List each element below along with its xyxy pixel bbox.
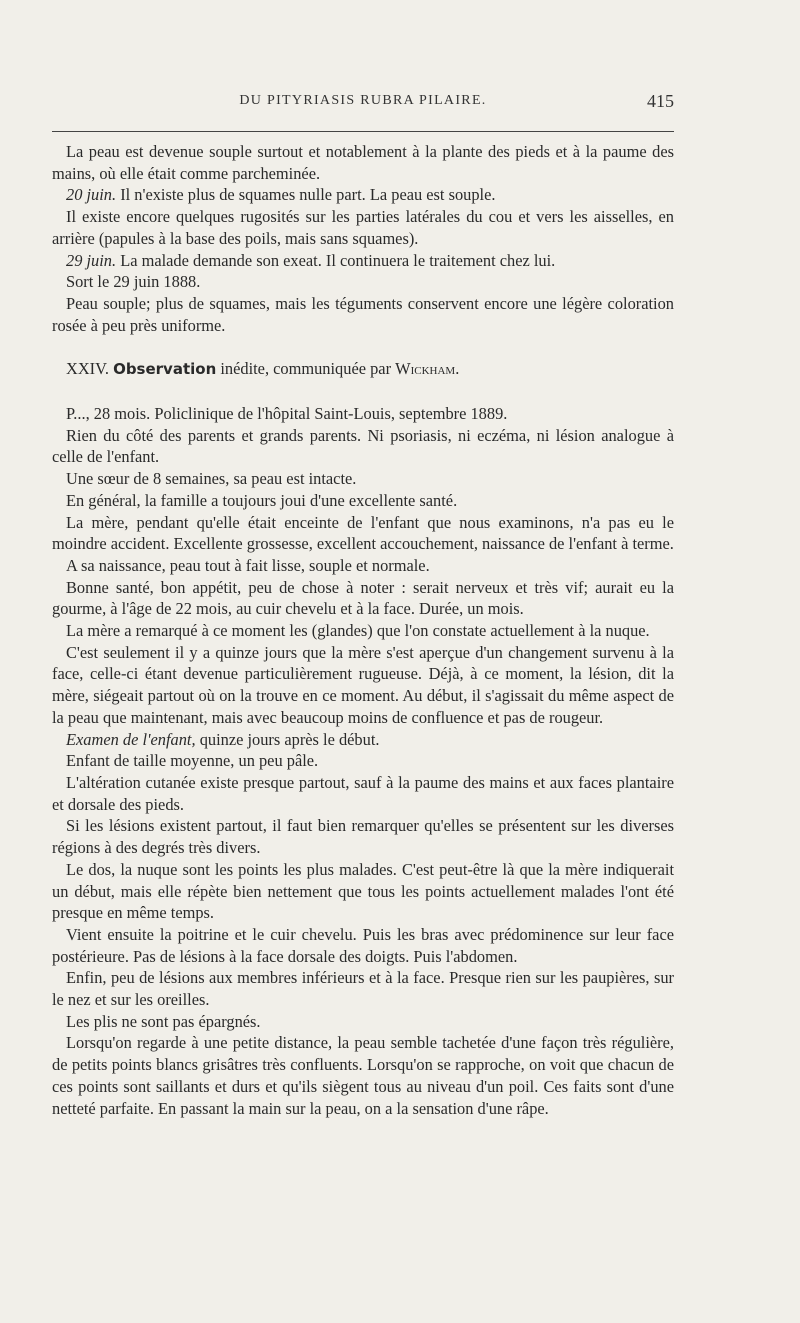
section-author: Wickham — [395, 359, 456, 379]
paragraph: Sort le 29 juin 1888. — [66, 272, 201, 292]
section-heading — [52, 358, 674, 381]
entry-date: 20 juin. — [66, 185, 117, 205]
paragraph: C'est seulement il y a quinze jours que la mère s'est aperçue d'un changement survenu à la face, celle-ci étant devenue particulièrement rugueuse. Déjà, à ce moment, la lésion, dit la mère, siégeait partout où on la trouve en ce moment. Au début, il s'agissait du même aspect de la peau que maintenant, mais avec beaucoup moins de confluence et pas de rougeur. — [52, 642, 674, 727]
page-number: 415 — [647, 91, 674, 111]
section-number: XXIV. — [66, 359, 114, 379]
paragraph-text: quinze jours après le début. — [195, 729, 380, 749]
paragraph: Vient ensuite la poitrine et le cuir chevelu. Puis les bras avec prédominence sur leur face postérieure. Pas de lésions à la face dorsale des doigts. Puis l'abdomen. — [52, 924, 674, 966]
exam-heading: Examen de l'enfant, — [66, 729, 196, 749]
paragraph: Les plis ne sont pas épargnés. — [66, 1011, 261, 1031]
section-heading-bold: Observation — [113, 360, 217, 379]
paragraph: Enfin, peu de lésions aux membres inférieurs et à la face. Presque rien sur les paupières, sur le nez et sur les oreilles. — [52, 968, 674, 1010]
paragraph: La peau est devenue souple surtout et notablement à la plante des pieds et à la paume des mains, où elle était comme parcheminée. — [52, 142, 674, 183]
paragraph: En général, la famille a toujours joui d'une excellente santé. — [66, 490, 458, 510]
paragraph — [52, 184, 674, 206]
paragraph: Si les lésions existent partout, il faut bien remarquer qu'elles se présentent sur les diverses régions à des degrés très divers. — [52, 816, 674, 858]
paragraph — [52, 250, 674, 272]
paragraph: Rien du côté des parents et grands parents. Ni psoriasis, ni eczéma, ni lésion analogue à celle de l'enfant. — [52, 425, 674, 467]
paragraph: Lorsqu'on regarde à une petite distance, la peau semble tachetée d'une façon très régulière, de petits points blancs grisâtres très confluents. Lorsqu'on se rapproche, on voit que chacun de ces points sont saillants et durs et qu'ils siègent tous au niveau d'un poil. Ces faits sont d'une netteté parfaite. En passant la main sur la peau, on a la sensation d'une râpe. — [52, 1033, 674, 1118]
paragraph: Bonne santé, bon appétit, peu de chose à noter : serait nerveux et très vif; aurait eu la gourme, à l'âge de 22 mois, au cuir chevelu et à la face. Durée, un mois. — [52, 577, 674, 619]
page-header — [52, 93, 674, 115]
section-heading-end: . — [455, 359, 460, 379]
paragraph: L'altération cutanée existe presque partout, sauf à la paume des mains et aux faces plantaire et dorsale des pieds. — [52, 772, 674, 814]
paragraph: La mère a remarqué à ce moment les (glandes) que l'on constate actuellement à la nuque. — [66, 621, 650, 641]
paragraph: La mère, pendant qu'elle était enceinte de l'enfant que nous examinons, n'a pas eu le moindre accident. Excellente grossesse, excellent accouchement, naissance de l'enfant à terme. — [52, 512, 674, 554]
paragraph — [52, 729, 674, 751]
paragraph: A sa naissance, peau tout à fait lisse, souple et normale. — [66, 555, 430, 575]
header-rule — [52, 131, 674, 132]
entry-date: 29 juin. — [66, 250, 117, 270]
paragraph: Il existe encore quelques rugosités sur les parties latérales du cou et vers les aisselles, en arrière (papules à la base des poils, mais sans squames). — [52, 207, 674, 248]
running-title: DU PITYRIASIS RUBRA PILAIRE. — [239, 93, 487, 108]
paragraph: P..., 28 mois. Policlinique de l'hôpital Saint-Louis, septembre 1889. — [66, 404, 508, 424]
section-heading-text: inédite, communiquée par — [216, 359, 396, 379]
paragraph: Le dos, la nuque sont les points les plus malades. C'est peut-être là que la mère indiquerait un début, mais elle répète bien nettement que tous les points actuellement malades l'ont été presque en même temps. — [52, 859, 674, 923]
paragraph-text: Il n'existe plus de squames nulle part. La peau est souple. — [116, 185, 496, 205]
page-body — [52, 141, 674, 1119]
paragraph-text: La malade demande son exeat. Il continuera le traitement chez lui. — [116, 250, 556, 270]
paragraph: Une sœur de 8 semaines, sa peau est intacte. — [66, 469, 357, 489]
paragraph: Peau souple; plus de squames, mais les téguments conservent encore une légère coloration rosée à peu près uniforme. — [52, 293, 674, 335]
paragraph: Enfant de taille moyenne, un peu pâle. — [66, 751, 319, 771]
